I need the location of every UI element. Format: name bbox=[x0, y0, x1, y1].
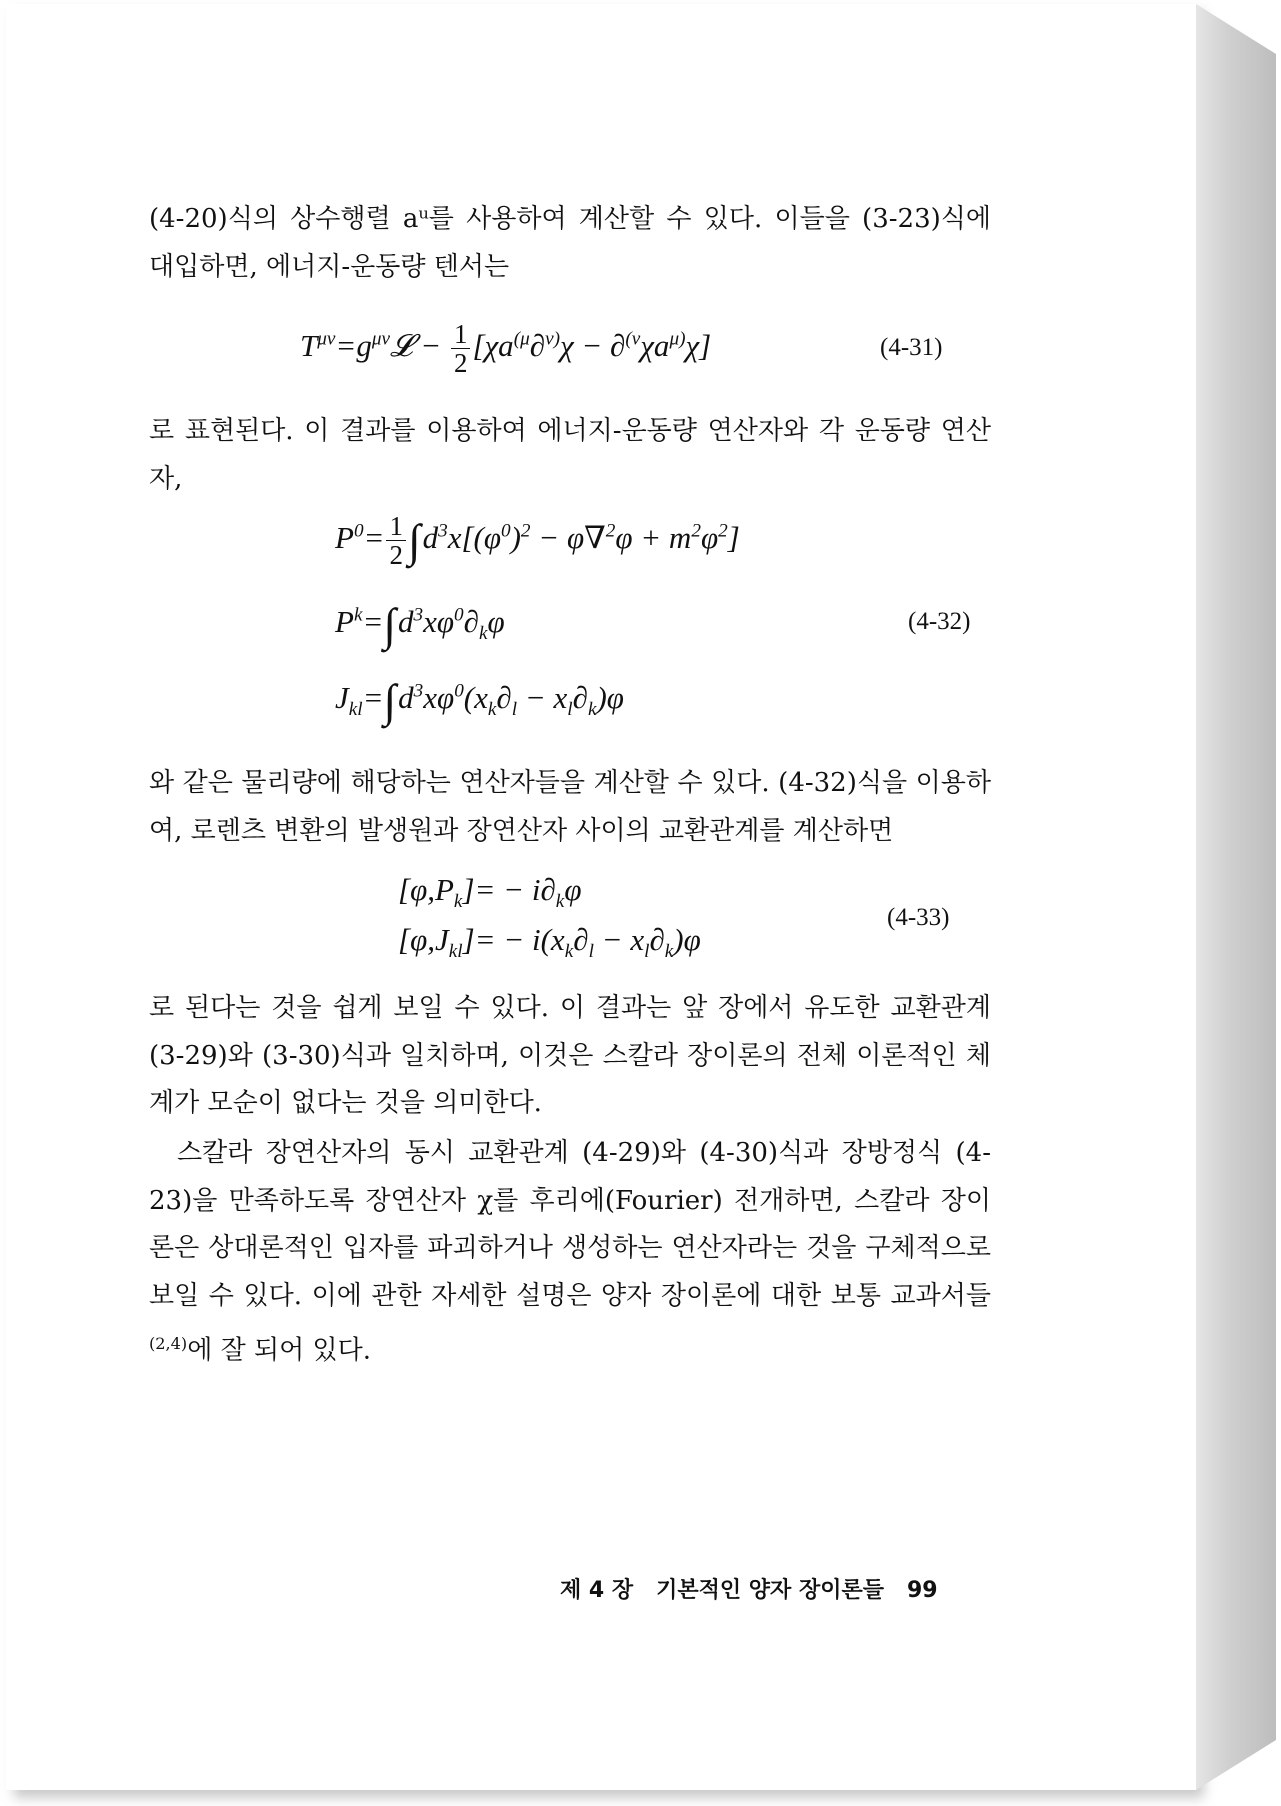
paragraph-5-end: 에 잘 되어 있다. bbox=[187, 1335, 371, 1366]
equation-number-4-31: (4-31) bbox=[880, 334, 943, 361]
reference-superscript: (2,4) bbox=[149, 1334, 188, 1353]
equation-4-32-line-1: $P^0=$ $\frac{1}{2}$ $\int d^3x[(\varphi^0)^2 - \varphi\nabla^2\varphi + m^2\varphi^2]$ bbox=[335, 511, 740, 571]
equation-4-33-line-1: $[\varphi,P_k]= - i\partial_k\varphi$ bbox=[398, 872, 582, 913]
paragraph-1: (4-20)식의 상수행렬 aᵘ를 사용하여 계산할 수 있다. 이들을 (3-23)식에 대입하면, 에너지-운동량 텐서는 bbox=[149, 204, 991, 282]
equation-number-4-32: (4-32) bbox=[908, 608, 971, 635]
footer-chapter: 제 4 장 bbox=[560, 1578, 634, 1603]
equation-4-32-line-2: $P^k=\int d^3x\varphi^0\partial_k\varphi$ bbox=[335, 599, 505, 650]
equation-4-33-line-2: $[\varphi,J_{kl}]= - i(x_k\partial_l - x_l\partial_k)\varphi$ bbox=[398, 922, 701, 963]
footer-title: 기본적인 양자 장이론들 bbox=[656, 1578, 884, 1603]
paragraph-4: 로 된다는 것을 쉽게 보일 수 있다. 이 결과는 앞 장에서 유도한 교환관계 (3-29)와 (3-30)식과 일치하며, 이것은 스칼라 장이론의 전체 이론적인 체계가 모순이 없다는 것을 의미한다. bbox=[149, 993, 991, 1118]
paragraph-5 bbox=[149, 1130, 991, 1375]
paragraph-2: 로 표현된다. 이 결과를 이용하여 에너지-운동량 연산자와 각 운동량 연산자, bbox=[149, 416, 991, 494]
page-number: 99 bbox=[906, 1578, 938, 1603]
paragraph-5-text: 스칼라 장연산자의 동시 교환관계 (4-29)와 (4-30)식과 장방정식 (4-23)을 만족하도록 장연산자 χ를 후리에(Fourier) 전개하면, 스칼라 장이론은 상대론적인 입자를 파괴하거나 생성하는 연산자라는 것을 구체적으로 보일 수 있다. 이에 관한 자세한 설명은 양자 장이론에 대한 보통 교과서들 bbox=[149, 1138, 991, 1311]
book-spine bbox=[1196, 4, 1276, 1790]
equation-number-4-33: (4-33) bbox=[887, 904, 950, 931]
equation-4-32-line-3: $J_{kl}=\int d^3x\varphi^0(x_k\partial_l - x_l\partial_k)\varphi$ bbox=[335, 675, 624, 726]
equation-4-31: $T^{\mu\nu}=g^{\mu\nu}𝓛$ − $\frac{1}{2}$ $[\chi a^{(\mu}\partial^{\nu)}\chi - \partial^{(\nu}\chi a^{\mu)}\chi]$ bbox=[300, 319, 712, 379]
page-footer bbox=[560, 1573, 938, 1604]
paragraph-3: 와 같은 물리량에 해당하는 연산자들을 계산할 수 있다. (4-32)식을 이용하여, 로렌츠 변환의 발생원과 장연산자 사이의 교환관계를 계산하면 bbox=[149, 768, 991, 846]
